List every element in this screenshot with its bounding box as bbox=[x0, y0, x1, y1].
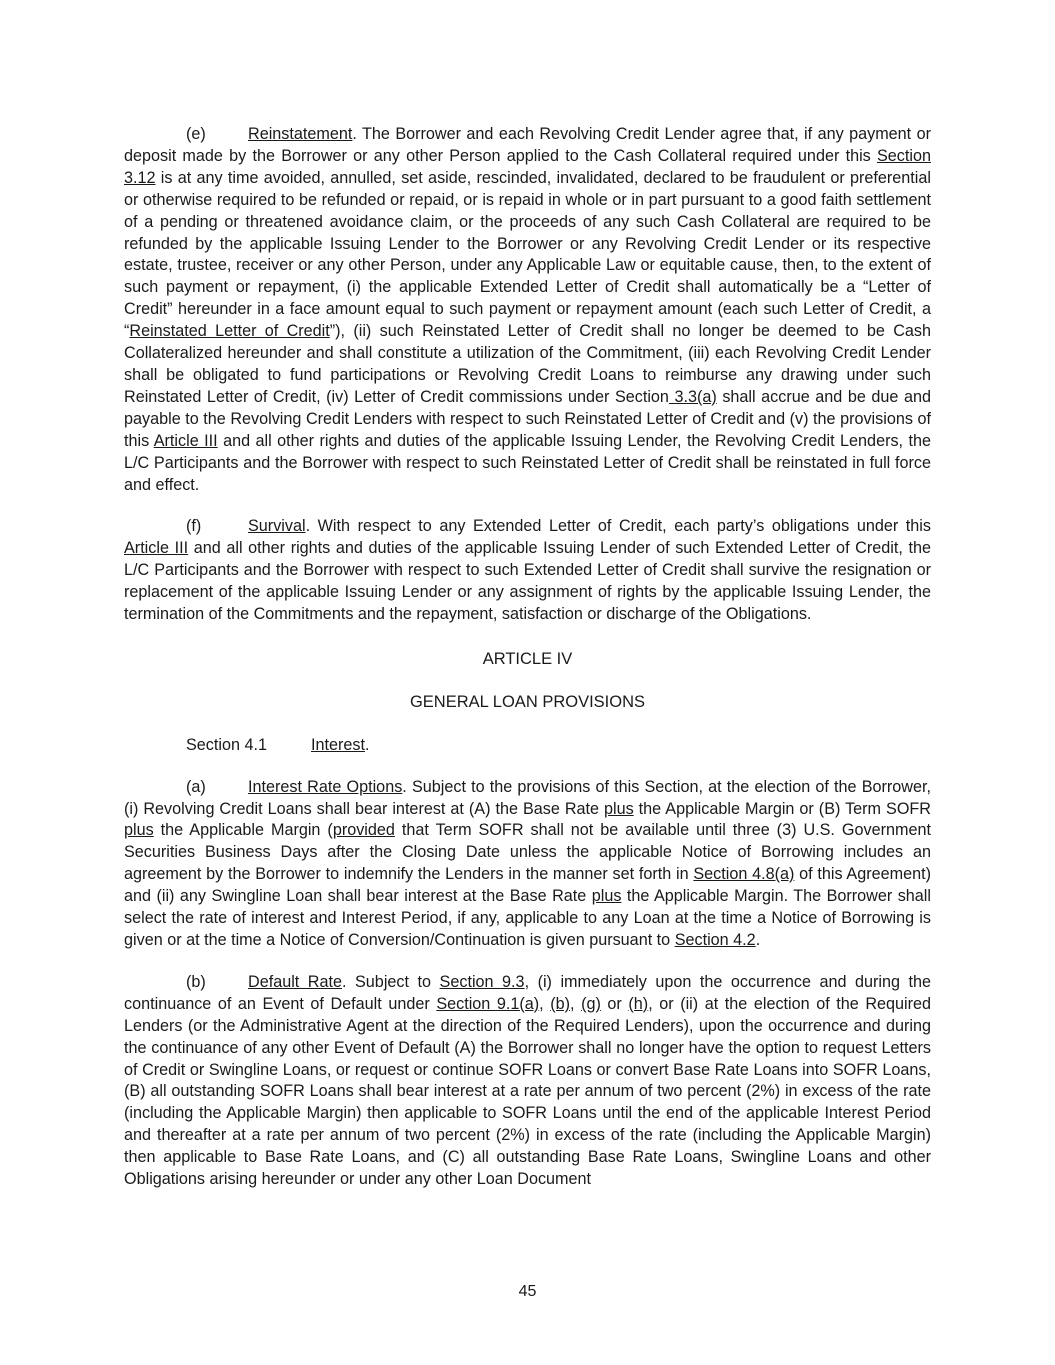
paragraph-label: (e) bbox=[186, 125, 206, 143]
paragraph-label: (a) bbox=[186, 777, 206, 796]
cross-reference: (g) bbox=[581, 994, 601, 1013]
emphasis-term: plus bbox=[604, 799, 634, 818]
paragraph-heading: Reinstatement bbox=[248, 125, 353, 143]
article-subtitle: GENERAL LOAN PROVISIONS bbox=[409, 692, 646, 711]
emphasis-term: plus bbox=[124, 821, 154, 840]
paragraph-b-default-rate: (b) Default Rate. Subject to Section 9.3, (i) immediately upon the occurrence and during the continuance of an Event of Default under Section 9.1(a), (b), (g) or (h), or (ii) at the election of the Required Lenders (or the Administrative Agent at the direction of the Required Lenders), upon the occurrence and during the continuance of any other Event of Default (A) the Borrower shall no longer have the option to request Letters of Credit or Swingline Loans, or request or continue SOFR Loans or convert Base Rate Loans into SOFR Loans, (B) all outstanding SOFR Loans shall bear interest at a rate per annum of two percent (2%) in excess of the rate (including the Applicable Margin) then applicable to SOFR Loans until the end of the applicable Interest Period and thereafter at a rate per annum of two percent (2%) in excess of the rate (including the Applicable Margin) then applicable to Base Rate Loans, and (C) all outstanding Base Rate Loans, Swingline Loans and other Obligations arising hereunder or under any other Loan Document bbox=[124, 972, 932, 1189]
defined-term: Reinstated Letter of Credit bbox=[129, 322, 330, 341]
cross-reference: Section 9.1(a) bbox=[436, 994, 540, 1013]
article-title: ARTICLE IV bbox=[482, 649, 573, 668]
cross-reference: Article III bbox=[124, 539, 189, 558]
paragraph-heading: Default Rate bbox=[248, 972, 342, 991]
paragraph-label: (b) bbox=[186, 972, 206, 991]
paragraph-label: (f) bbox=[186, 517, 202, 536]
cross-reference: Section 4.2 bbox=[674, 931, 756, 949]
cross-reference: 3.3(a) bbox=[668, 387, 717, 406]
paragraph-e-reinstatement: (e) Reinstatement. The Borrower and each Revolving Credit Lender agree that, if any payment or deposit made by the Borrower or any other Person applied to the Cash Collateral required under this Section 3.12 is at any time avoided, annulled, set aside, rescinded, invalidated, declared to be fraudulent or preferential or otherwise required to be refunded or repaid, or is repaid in whole or in part pursuant to a good faith settlement of a pending or threatened avoidance claim, or the proceeds of any such Cash Collateral are required to be refunded by the applicable Issuing Lender to the Borrower or any Revolving Credit Lender or its respective estate, trustee, receiver or any other Person, under any Applicable Law or equitable cause, then, to the extent of such payment or repayment, (i) the applicable Extended Letter of Credit shall automatically be a “Letter of Credit” hereunder in a face amount equal to such payment or repayment amount (each such Letter of Credit, a “Reinstated Letter of Credit”), (ii) such Reinstated Letter of Credit shall no longer be deemed to be Cash Collateralized hereunder and shall constitute a utilization of the Commitment, (iii) each Revolving Credit Lender shall be obligated to fund participations or Revolving Credit Loans to reimburse any drawing under such Reinstated Letter of Credit, (iv) Letter of Credit commissions under Section 3.3(a) shall accrue and be due and payable to the Revolving Credit Lenders with respect to such Reinstated Letter of Credit and (v) the provisions of this Article III and all other rights and duties of the applicable Issuing Lender, the Revolving Credit Lenders, the L/C Participants and the Borrower with respect to such Reinstated Letter of Credit shall be reinstated in full force and effect. bbox=[124, 125, 931, 494]
cross-reference: (b) bbox=[550, 994, 571, 1013]
section-heading: Section 4.1 Interest. bbox=[124, 735, 931, 757]
section-number: Section 4.1 bbox=[186, 735, 267, 754]
emphasis-term: provided bbox=[332, 821, 395, 840]
cross-reference: Article III bbox=[153, 431, 218, 450]
page-number: 45 bbox=[518, 1283, 537, 1300]
emphasis-term: plus bbox=[591, 887, 622, 906]
cross-reference: Section 4.8(a) bbox=[693, 865, 795, 884]
section-title: Interest bbox=[311, 735, 365, 754]
paragraph-heading: Survival bbox=[248, 517, 306, 536]
paragraph-heading: Interest Rate Options bbox=[248, 777, 403, 796]
paragraph-a-interest-rate-options: (a) Interest Rate Options. Subject to the provisions of this Section, at the election of the Borrower, (i) Revolving Credit Loans shall bear interest at (A) the Base Rate plus the Applicable Margin or (B) Term SOFR plus the Applicable Margin (provided that Term SOFR shall not be available until three (3) U.S. Government Securities Business Days after the Closing Date unless the applicable Notice of Borrowing includes an agreement by the Borrower to indemnify the Lenders in the manner set forth in Section 4.8(a) of this Agreement) and (ii) any Swingline Loan shall bear interest at the Base Rate plus the Applicable Margin. The Borrower shall select the rate of interest and Interest Period, if any, applicable to any Loan at the time a Notice of Borrowing is given or at the time a Notice of Conversion/Continuation is given pursuant to Section 4.2. bbox=[124, 777, 931, 949]
cross-reference: Section 9.3 bbox=[439, 972, 525, 991]
document-page bbox=[124, 124, 931, 1191]
paragraph-f-survival: (f) Survival. With respect to any Extended Letter of Credit, each party’s obligations under this Article III and all other rights and duties of the applicable Issuing Lender of such Extended Letter of Credit, the L/C Participants and the Borrower with respect to such Extended Letter of Credit shall survive the resignation or replacement of the applicable Issuing Lender or any assignment of rights by the applicable Issuing Lender, the termination of the Commitments and the repayment, satisfaction or discharge of the Obligations. bbox=[124, 517, 931, 624]
cross-reference: (h) bbox=[628, 994, 649, 1013]
cross-reference: Section 3.12 bbox=[124, 146, 931, 187]
